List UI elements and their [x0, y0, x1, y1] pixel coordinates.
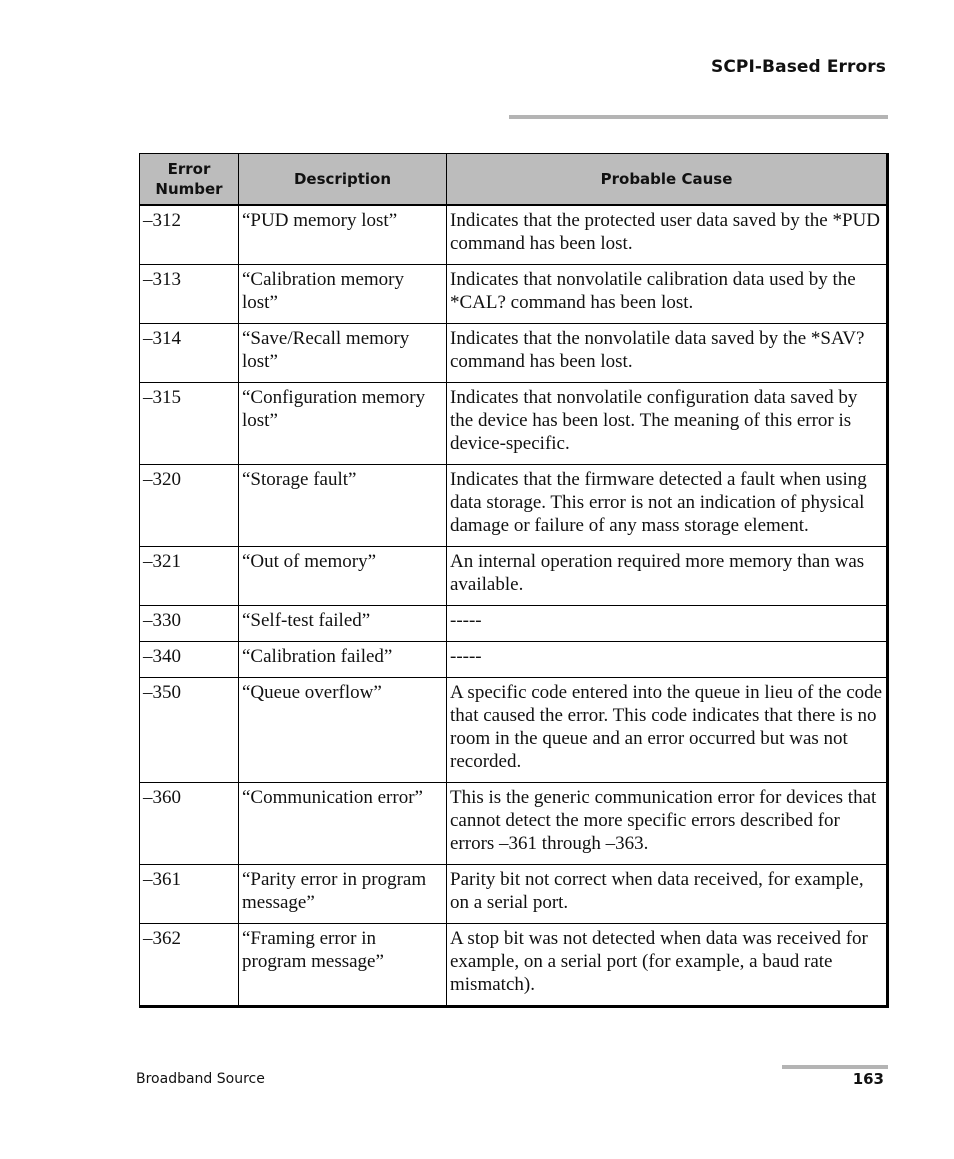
error-code-cell: –330 [140, 606, 239, 642]
probable-cause-cell: Indicates that the firmware detected a fault when using data storage. This error is not an indication of physical damage or failure of any mass storage element. [447, 465, 888, 547]
error-description-cell: “Self-test failed” [239, 606, 447, 642]
probable-cause-cell: Indicates that the nonvolatile data saved by the *SAV? command has been lost. [447, 324, 888, 383]
error-description-cell: “Parity error in program message” [239, 865, 447, 924]
error-code-cell: –340 [140, 642, 239, 678]
error-code-cell: –312 [140, 205, 239, 265]
table-row [140, 783, 888, 865]
error-code-cell: –314 [140, 324, 239, 383]
table-row [140, 383, 888, 465]
column-header-error-number [140, 154, 239, 206]
error-description-cell: “Calibration failed” [239, 642, 447, 678]
table-header-row [140, 154, 888, 206]
error-description-cell: “Framing error in program message” [239, 924, 447, 1007]
section-title: SCPI-Based Errors [711, 57, 886, 77]
error-code-cell: –350 [140, 678, 239, 783]
error-description-cell: “Configuration memory lost” [239, 383, 447, 465]
column-header-probable-cause: Probable Cause [447, 154, 888, 206]
error-description-cell: “Queue overflow” [239, 678, 447, 783]
error-description-cell: “Out of memory” [239, 547, 447, 606]
scpi-errors-table [139, 153, 889, 1008]
probable-cause-cell: Parity bit not correct when data received, for example, on a serial port. [447, 865, 888, 924]
error-code-cell: –313 [140, 265, 239, 324]
error-code-cell: –315 [140, 383, 239, 465]
error-code-cell: –360 [140, 783, 239, 865]
error-code-cell: –361 [140, 865, 239, 924]
column-header-description: Description [239, 154, 447, 206]
column-header-error-number-line2: Number [155, 180, 223, 198]
error-code-cell: –320 [140, 465, 239, 547]
probable-cause-cell: An internal operation required more memory than was available. [447, 547, 888, 606]
probable-cause-cell: Indicates that nonvolatile calibration data used by the *CAL? command has been lost. [447, 265, 888, 324]
error-code-cell: –321 [140, 547, 239, 606]
page-number: 163 [852, 1070, 884, 1088]
probable-cause-cell: ----- [447, 606, 888, 642]
error-description-cell: “PUD memory lost” [239, 205, 447, 265]
table-row [140, 324, 888, 383]
probable-cause-cell: A specific code entered into the queue in lieu of the code that caused the error. This code indicates that there is no room in the queue and an error occurred but was not recorded. [447, 678, 888, 783]
probable-cause-cell: Indicates that nonvolatile configuration data saved by the device has been lost. The meaning of this error is device-specific. [447, 383, 888, 465]
table-row [140, 465, 888, 547]
table-row [140, 642, 888, 678]
table-row [140, 924, 888, 1007]
table-row [140, 265, 888, 324]
table-row [140, 547, 888, 606]
error-description-cell: “Calibration memory lost” [239, 265, 447, 324]
table-row [140, 205, 888, 265]
table-row [140, 606, 888, 642]
footer-document-title: Broadband Source [136, 1071, 265, 1087]
error-code-cell: –362 [140, 924, 239, 1007]
error-description-cell: “Save/Recall memory lost” [239, 324, 447, 383]
probable-cause-cell: ----- [447, 642, 888, 678]
probable-cause-cell: This is the generic communication error for devices that cannot detect the more specific errors described for errors –361 through –363. [447, 783, 888, 865]
header-rule [509, 115, 888, 119]
error-description-cell: “Communication error” [239, 783, 447, 865]
probable-cause-cell: A stop bit was not detected when data was received for example, on a serial port (for example, a baud rate mismatch). [447, 924, 888, 1007]
column-header-error-number-line1: Error [167, 160, 211, 178]
probable-cause-cell: Indicates that the protected user data saved by the *PUD command has been lost. [447, 205, 888, 265]
footer-rule [782, 1065, 888, 1069]
table-row [140, 678, 888, 783]
table-row [140, 865, 888, 924]
error-description-cell: “Storage fault” [239, 465, 447, 547]
